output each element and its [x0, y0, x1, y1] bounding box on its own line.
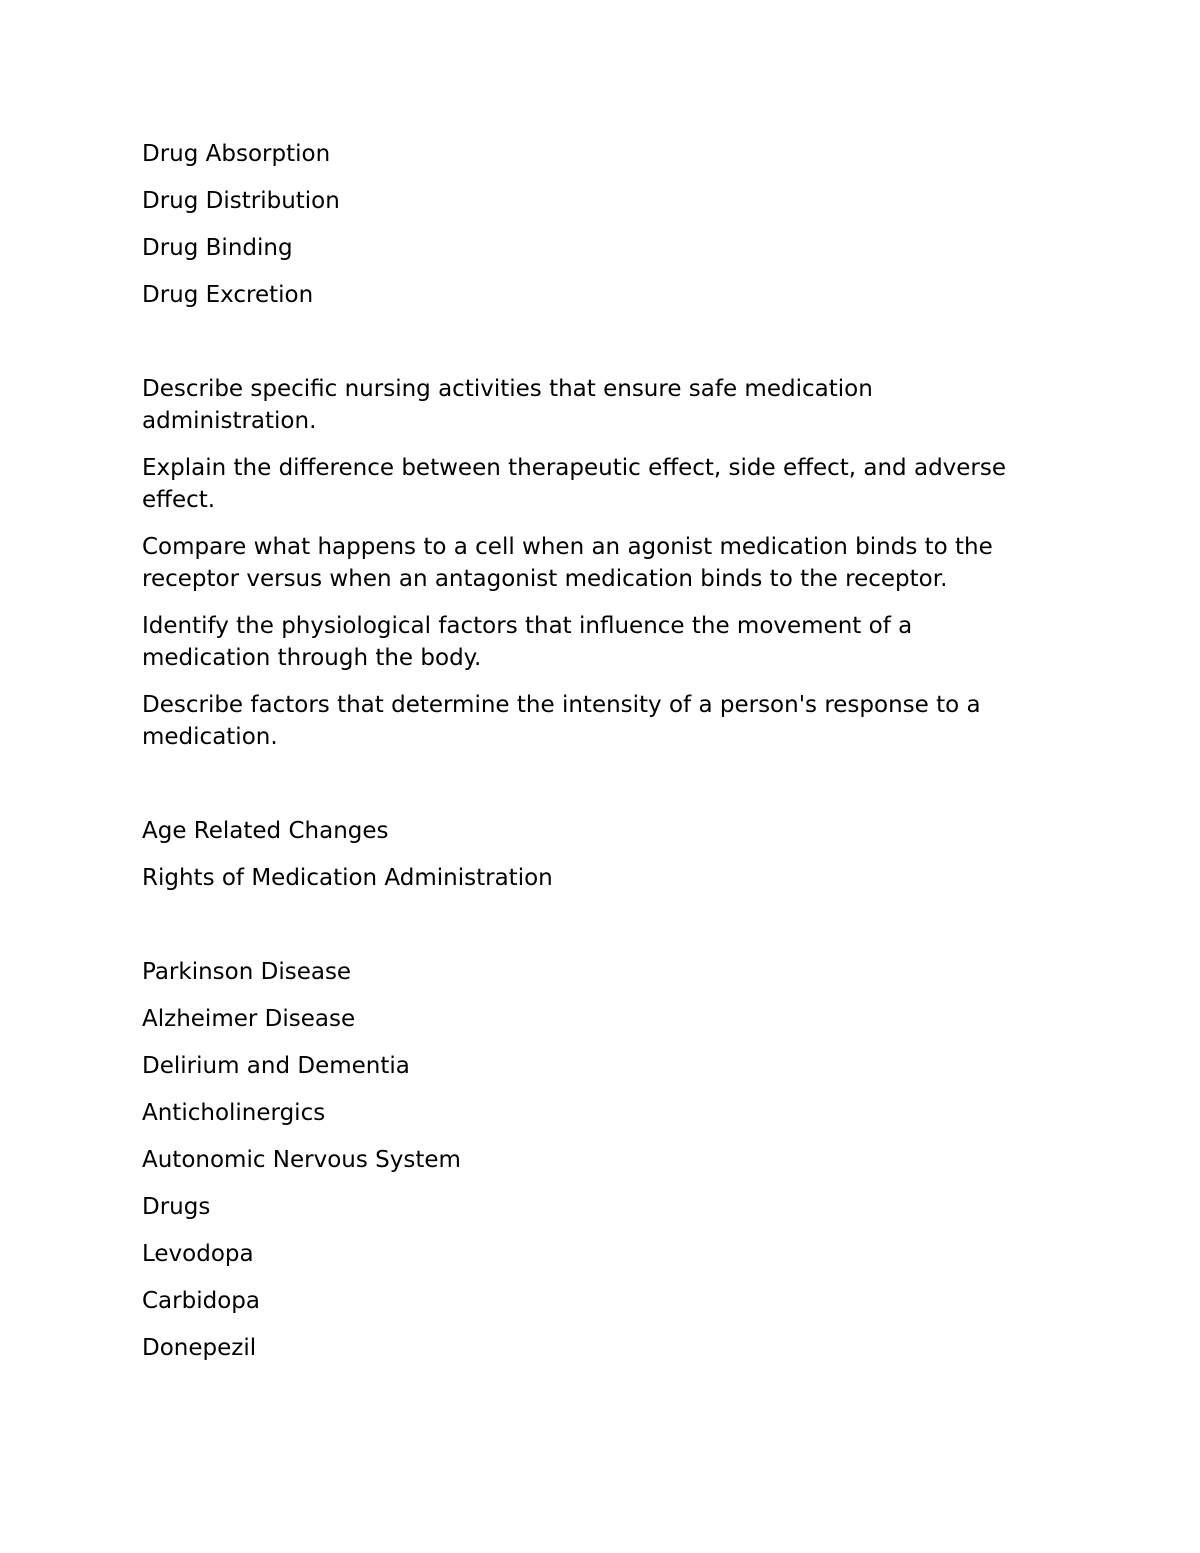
paragraph: Describe specific nursing activities that ensure safe medication administration.	[142, 376, 873, 434]
section-administration	[142, 815, 1042, 894]
blank-line	[142, 768, 1042, 815]
blank-line	[142, 326, 1042, 373]
paragraph: Donepezil	[142, 1335, 257, 1361]
paragraph: Identify the physiological factors that influence the movement of a medication through the body.	[142, 613, 913, 671]
paragraph: Alzheimer Disease	[142, 1006, 356, 1032]
paragraph: Levodopa	[142, 1241, 254, 1267]
paragraph: Drug Absorption	[142, 141, 331, 167]
paragraph: Drugs	[142, 1194, 211, 1220]
section-objectives	[142, 373, 1042, 753]
paragraph: Autonomic Nervous System	[142, 1147, 461, 1173]
paragraph: Compare what happens to a cell when an agonist medication binds to the receptor versus when an antagonist medication binds to the receptor.	[142, 534, 993, 592]
paragraph: Drug Distribution	[142, 188, 340, 214]
blank-line	[142, 909, 1042, 956]
paragraph: Drug Excretion	[142, 282, 314, 308]
paragraph: Carbidopa	[142, 1288, 260, 1314]
paragraph: Drug Binding	[142, 235, 293, 261]
paragraph: Explain the difference between therapeutic effect, side effect, and adverse effect.	[142, 455, 1007, 513]
paragraph: Delirium and Dementia	[142, 1053, 410, 1079]
section-neuro-topics	[142, 956, 1042, 1364]
paragraph: Describe factors that determine the intensity of a person's response to a medication.	[142, 692, 981, 750]
paragraph: Age Related Changes	[142, 818, 389, 844]
paragraph: Parkinson Disease	[142, 959, 352, 985]
paragraph: Anticholinergics	[142, 1100, 326, 1126]
paragraph: Rights of Medication Administration	[142, 865, 553, 891]
section-pharmacokinetics	[142, 138, 1042, 311]
document-body	[142, 138, 1042, 1379]
